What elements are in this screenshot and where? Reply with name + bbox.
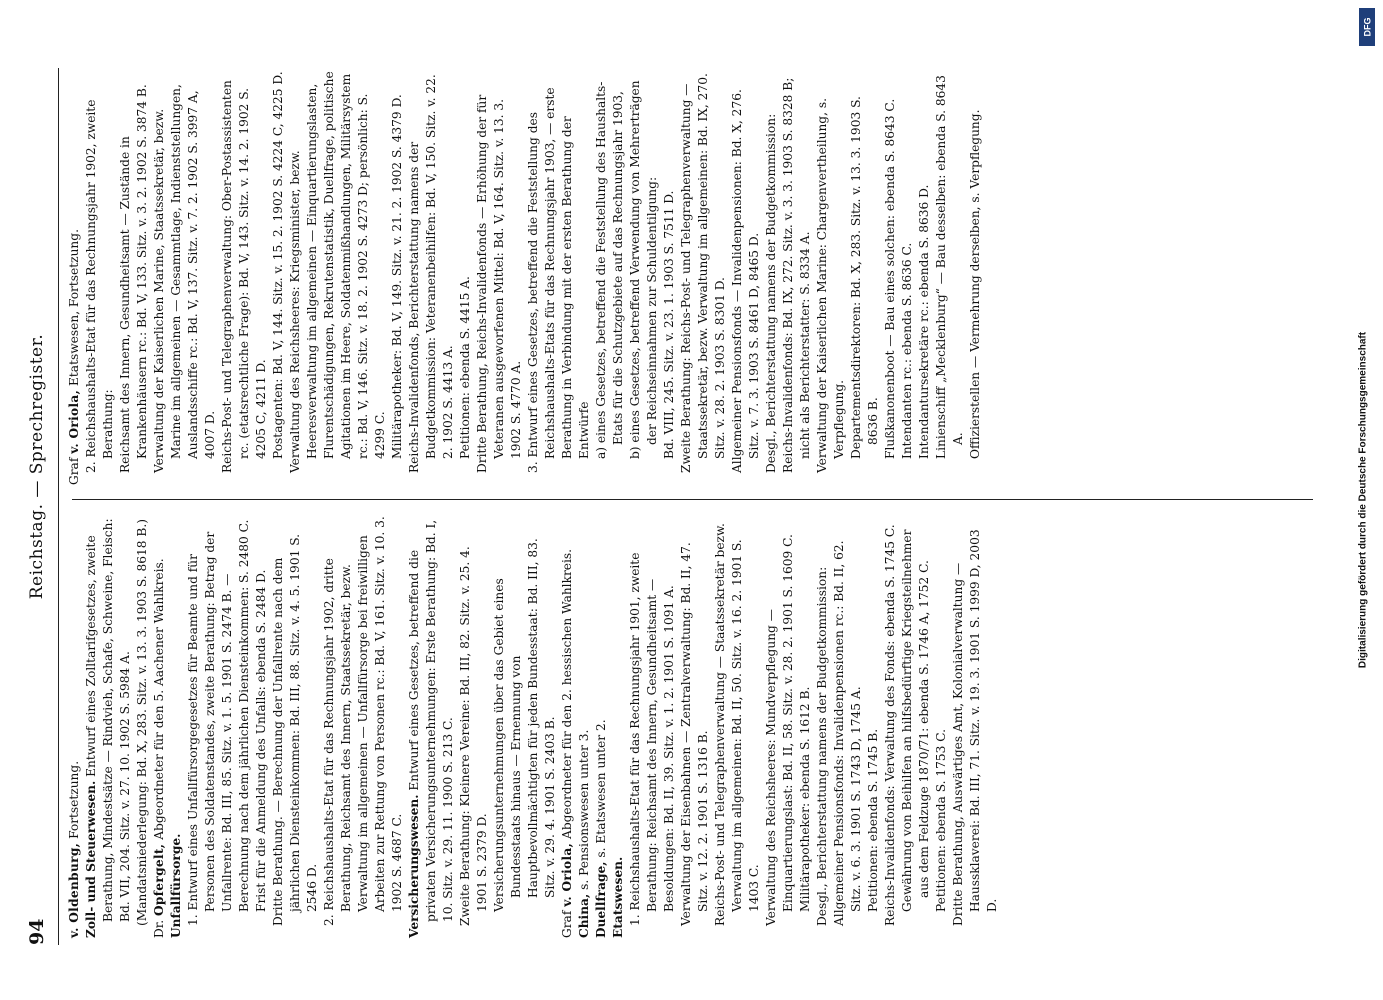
register-entry [559, 513, 576, 938]
speaker-name: v. Oriola, [560, 842, 574, 907]
entry-text: Dr. [152, 915, 166, 938]
entry-text: Bd. VIII, 245. Sitz. v. 23. 1. 1903 S. 7511 D. [662, 190, 676, 459]
register-entry [899, 513, 933, 938]
header-rule [58, 68, 59, 945]
register-entry [627, 67, 661, 485]
register-entry [185, 513, 253, 938]
subject-heading: Versicherungswesen. [407, 794, 421, 938]
register-entry [219, 67, 270, 485]
register-entry [865, 513, 882, 938]
entry-text: Desgl., Berichterstattung namens der Budgetkommission: [764, 113, 778, 473]
entry-text: Verwaltung der Eisenbahnen — Zentralverwaltung: Bd. II, 47. Sitz. v. 12. 2. 1901 S. 1316 B. [679, 542, 710, 926]
entry-text: Reichs-Invalidenfonds: Verwaltung des Fonds: ebenda S. 1745 C. [883, 524, 897, 926]
entry-text: Petitionen: ebenda S. 1753 C. [934, 728, 948, 912]
register-entry [168, 513, 185, 938]
running-title: Reichstag. — Sprechregister. [27, 333, 47, 600]
entry-text: Reichs-Post- und Telegraphenverwaltung — Staatssekretär bezw. Verwaltung im allgemeinen: Bd. II, 50. Sitz. v. 16. 2. 1901 S. 1403 C. [713, 523, 761, 926]
entry-text: Frist für die Anmeldung des Unfalls: ebenda S. 2484 D. [254, 569, 268, 912]
entry-text: Versicherungsunternehmungen über das Gebiet eines Bundesstaats hinaus — Ernennung von Hauptbevollmächtigten für jeden Bundesstaat: Bd. III, 83. Sitz. v. 29. 4. 1901 S. 2403 B. [492, 538, 557, 912]
entry-text: Verwaltung der Kaiserlichen Marine: Chargenvertheilung, s. Verpflegung. [815, 98, 846, 473]
entry-text: Verwaltung der Kaiserlichen Marine, Staatssekretär, bezw. Marine im allgemeinen — Gesammtlage, Indienststellungen, Auslandsschiffe rc.: Bd. V, 137. Sitz. v. 7. 2. 1902 S. 3997 A, 4007 D. [152, 84, 217, 473]
entry-text: a) eines Gesetzes, betreffend die Feststellung des Haushalts-Etats für die Schutzgebiete auf das Rechnungsjahr 1903, [594, 81, 625, 459]
entry-text: Intendanten rc.: ebenda S. 8636 C. [900, 242, 914, 459]
register-entry [882, 67, 899, 485]
register-entry [661, 67, 678, 485]
page-header [20, 68, 54, 945]
entry-text: Offizierstellen — Vermehrung derselben, s. Verpflegung. [968, 109, 982, 459]
entry-text: Militärapotheker: Bd. V, 149. Sitz. v. 21. 2. 1902 S. 4379 D. [390, 94, 404, 459]
register-entry [627, 513, 678, 938]
subject-heading: Zoll- und Steuerwesen. [84, 780, 98, 938]
register-entry [814, 67, 848, 485]
entry-text: 1. Entwurf eines Unfallfürsorgegesetzes für Beamte und für Personen des Soldatenstandes, zweite Berathung: Betrag der Unfallrente: Bd. III, 85. Sitz. v. 1. 5. 1901 S. 2474 B. — Berechnung nach dem jährlichen Diensteinkommen: S. 2480 C. [186, 519, 251, 926]
register-entry [117, 67, 151, 485]
column-divider [72, 499, 1313, 500]
register-entry [729, 67, 763, 485]
entry-text: Petitionen: ebenda S. 1745 B. [866, 728, 880, 912]
register-entry [933, 67, 967, 485]
register-entry [457, 513, 491, 938]
entry-text: Reichs-Post- und Telegraphenverwaltung: Ober-Postassistenten rc. (etatsrechtliche Frage): Bd. V, 143. Sitz. v. 14. 2. 1902 S. 4205 C, 4211 D. [220, 80, 268, 473]
register-entry [899, 67, 916, 485]
entry-text: Flußkanonenboot — Bau eines solchen: ebenda S. 8643 C. [883, 98, 897, 459]
register-entry [610, 513, 627, 938]
entry-text: Dritte Berathung, Reichs-Invalidenfonds — Erhöhung der für Veteranen ausgeworfenen Mittel: Bd. V, 164. Sitz. v. 13. 3. 1902 S. 4770 A. [475, 94, 523, 473]
register-entry [83, 513, 134, 938]
subject-heading: Duellfrage, [594, 861, 608, 938]
register-entry [831, 513, 865, 938]
entry-text: Intendantursekretäre rc.: ebenda S. 8636 D. [917, 184, 931, 459]
entry-text: Entwurf eines Zolltarifgesetzes, zweite Berathung, Mindestsätze — Rindvieh, Schafe, Schweine, Fleisch: Bd. VII, 204. Sitz. v. 27. 10. 1902 S. 5984 A. [84, 518, 132, 922]
register-entry [134, 513, 151, 938]
right-column [66, 67, 984, 485]
entry-text: Allgemeiner Pensionsfonds — Invalidenpensionen: Bd. X, 276. Sitz. v. 7. 3. 1903 S. 8461 D, 8465 D. [730, 89, 761, 473]
register-entry [474, 67, 525, 485]
register-entry [593, 513, 610, 938]
speaker-name: Opfergelt, [152, 843, 166, 916]
entry-text: Allgemeiner Pensionsfonds: Invalidenpensionen rc.: Bd. II, 62. Sitz. v. 6. 3. 1901 S. 1743 D, 1745 A. [832, 540, 863, 926]
register-entry [253, 513, 270, 938]
register-entry [321, 513, 406, 938]
entry-text: 2. Reichshaushalts-Etat für das Rechnungsjahr 1902, dritte Berathung, Reichsamt des Innern, Staatssekretär, bezw. Verwaltung im allgemeinen — Unfallfürsorge bei freiwilligen Arbeiten zur Rettung von Personen rc.: Bd. V, 161. Sitz. v. 10. 3. 1902 S. 4687 C. [322, 516, 404, 926]
register-entry [678, 513, 712, 938]
entry-text: Abgeordneter für den 5. Aachener Wahlkreis. [152, 558, 166, 844]
entry-text: Abgeordneter für den 2. hessischen Wahlkreis. [560, 548, 574, 843]
register-entry [678, 67, 729, 485]
entry-text: Reichs-Invalidenfonds: Bd. IX, 272. Sitz. v. 3. 3. 1903 S. 8328 B; nicht als Berichterstatter: S. 8334 A. [781, 77, 812, 473]
entry-text: (Mandatsniederlegung: Bd. X, 283. Sitz. v. 13. 3. 1903 S. 8618 B.) [135, 519, 149, 926]
entry-text: Reichs-Invalidenfonds, Berichterstattung namens der Budgetkommission: Veteranenbeihilfen: Bd. V, 150. Sitz. v. 22. 2. 1902 S. 4413 A. [407, 74, 455, 473]
register-entry [763, 513, 797, 938]
register-entry [457, 67, 474, 485]
subject-heading: Unfallfürsorge. [169, 833, 183, 938]
subject-heading: Etatswesen. [611, 856, 625, 938]
register-entry [780, 67, 814, 485]
register-entry [797, 513, 814, 938]
entry-text: Dritte Berathung, Auswärtiges Amt, Kolonialverwaltung — Haussklaverei: Bd. III, 71. Sitz. v. 19. 3. 1901 S. 1999 D, 2003 D. [951, 529, 999, 926]
left-column [66, 513, 1001, 938]
register-entry [151, 513, 168, 938]
entry-text: s. Etatswesen unter 2. [594, 719, 608, 862]
entry-text: Entwurf eines Gesetzes, betreffend die privaten Versicherungsunternehmungen: Erste Berathung: Bd. I, 10. Sitz. v. 29. 11. 1900 S. 213 C. [407, 519, 455, 922]
register-entry [389, 67, 406, 485]
entry-text: Fortsetzung. [67, 760, 81, 843]
register-entry [814, 513, 831, 938]
entry-text: Postagenten: Bd. V, 144. Sitz. v. 15. 2. 1902 S. 4224 C, 4225 D. [271, 71, 285, 459]
register-entry [151, 67, 219, 485]
dfg-logo [1359, 8, 1375, 46]
register-entry [287, 67, 389, 485]
register-entry [406, 67, 457, 485]
register-entry [848, 67, 882, 485]
register-entry [491, 513, 559, 938]
register-entry [950, 513, 1001, 938]
register-entry [66, 513, 83, 938]
subject-heading: China, [577, 893, 591, 938]
digitization-credit [1343, 0, 1383, 1000]
register-entry [83, 67, 117, 485]
entry-text: s. Pensionswesen unter 3. [577, 729, 591, 894]
entry-text: Verwaltung des Reichsheeres: Kriegsminister, bezw. Heeresverwaltung im allgemeinen — Einquartierungslasten, Flurentschädigungen, Rekrutenstatistik, Duellfrage, politische Agitationen im Heere, Soldatenmißhandlungen, Militärsystem rc.: Bd. V, 146. Sitz. v. 18. 2. 1902 S. 4273 D; persönlich: S. 4299 C. [288, 71, 387, 473]
entry-text: Graf [560, 906, 574, 938]
entry-text: Linienschiff „Mecklenburg“ — Bau desselben: ebenda S. 8643 A. [934, 75, 965, 459]
entry-text: 1. Reichshaushalts-Etat für das Rechnungsjahr 1901, zweite Berathung: Reichsamt des Innern, Gesundheitsamt — Besoldungen: Bd. II, 39. Sitz. v. 1. 2. 1901 S. 1091 A. [628, 552, 676, 926]
dfg-logo-text: DFG [1362, 17, 1372, 37]
entry-text: 2. Reichshaushalts-Etat für das Rechnungsjahr 1902, zweite Berathung: [84, 99, 115, 473]
entry-text: Reichsamt des Innern, Gesundheitsamt — Zustände in Krankenhäusern rc.: Bd. V, 133. Sitz. v. 3. 2. 1902 S. 3874 B. [118, 84, 149, 473]
register-entry [763, 67, 780, 485]
entry-text: Departementsdirektoren: Bd. X, 283. Sitz. v. 13. 3. 1903 S. 8636 B. [849, 96, 880, 459]
register-entry [933, 513, 950, 938]
entry-text: 3. Entwurf eines Gesetzes, betreffend die Feststellung des Reichshaushalts-Etats für das Rechnungsjahr 1903, — erste Berathung in Verbindung mit der ersten Berathung der Entwürfe [526, 87, 591, 473]
speaker-name: v. Oriola, [67, 389, 81, 454]
register-entry [882, 513, 899, 938]
register-entry [967, 67, 984, 485]
register-entry [525, 67, 593, 485]
register-entry [593, 67, 627, 485]
entry-text: Zweite Berathung: Kleinere Vereine: Bd. III, 82. Sitz. v. 25. 4. 1901 S. 2379 D. [458, 546, 489, 926]
register-entry [712, 513, 763, 938]
entry-text: Desgl., Berichterstattung namens der Budgetkommission: [815, 566, 829, 926]
register-entry [406, 513, 457, 938]
entry-text: Graf [67, 453, 81, 485]
entry-text: Etatswesen, Fortsetzung. [67, 229, 81, 390]
entry-text: Zweite Berathung: Reichs-Post- und Telegraphenverwaltung — Staatssekretär, bezw. Verwaltung im allgemeinen: Bd. IX, 270. Sitz. v. 28. 2. 1903 S. 8301 D. [679, 73, 727, 473]
entry-text: Verwaltung des Reichsheeres: Mundverpflegung — Einquartierungslast: Bd. II, 58. Sitz. v. 28. 2. 1901 S. 1609 C. [764, 534, 795, 926]
entry-text: b) eines Gesetzes, betreffend Verwendung von Mehrerträgen der Reichseinnahmen zur Schuldentilgung: [628, 80, 659, 459]
entry-text: Militärapotheker: ebenda S. 1612 B. [798, 686, 812, 912]
register-entry [66, 67, 83, 485]
register-entry [270, 513, 321, 938]
entry-text: Dritte Berathung. — Berechnung der Unfallrente nach dem jährlichen Diensteinkommen: Bd. III, 88. Sitz. v. 4. 5. 1901 S. 2546 D. [271, 534, 319, 926]
entry-text: Gewährung von Beihilfen an hilfsbedürftige Kriegsteilnehmer aus dem Feldzuge 1870/71: ebenda S. 1746 A, 1752 C. [900, 529, 931, 912]
credit-text: Digitalisierung gefördert durch die Deutsche Forschungsgemeinschaft [1357, 331, 1369, 669]
entry-text: Petitionen: ebenda S. 4415 A. [458, 276, 472, 459]
register-entry [916, 67, 933, 485]
register-entry [270, 67, 287, 485]
page-number: 94 [26, 918, 48, 945]
register-entry [576, 513, 593, 938]
speaker-name: v. Oldenburg, [67, 842, 81, 938]
